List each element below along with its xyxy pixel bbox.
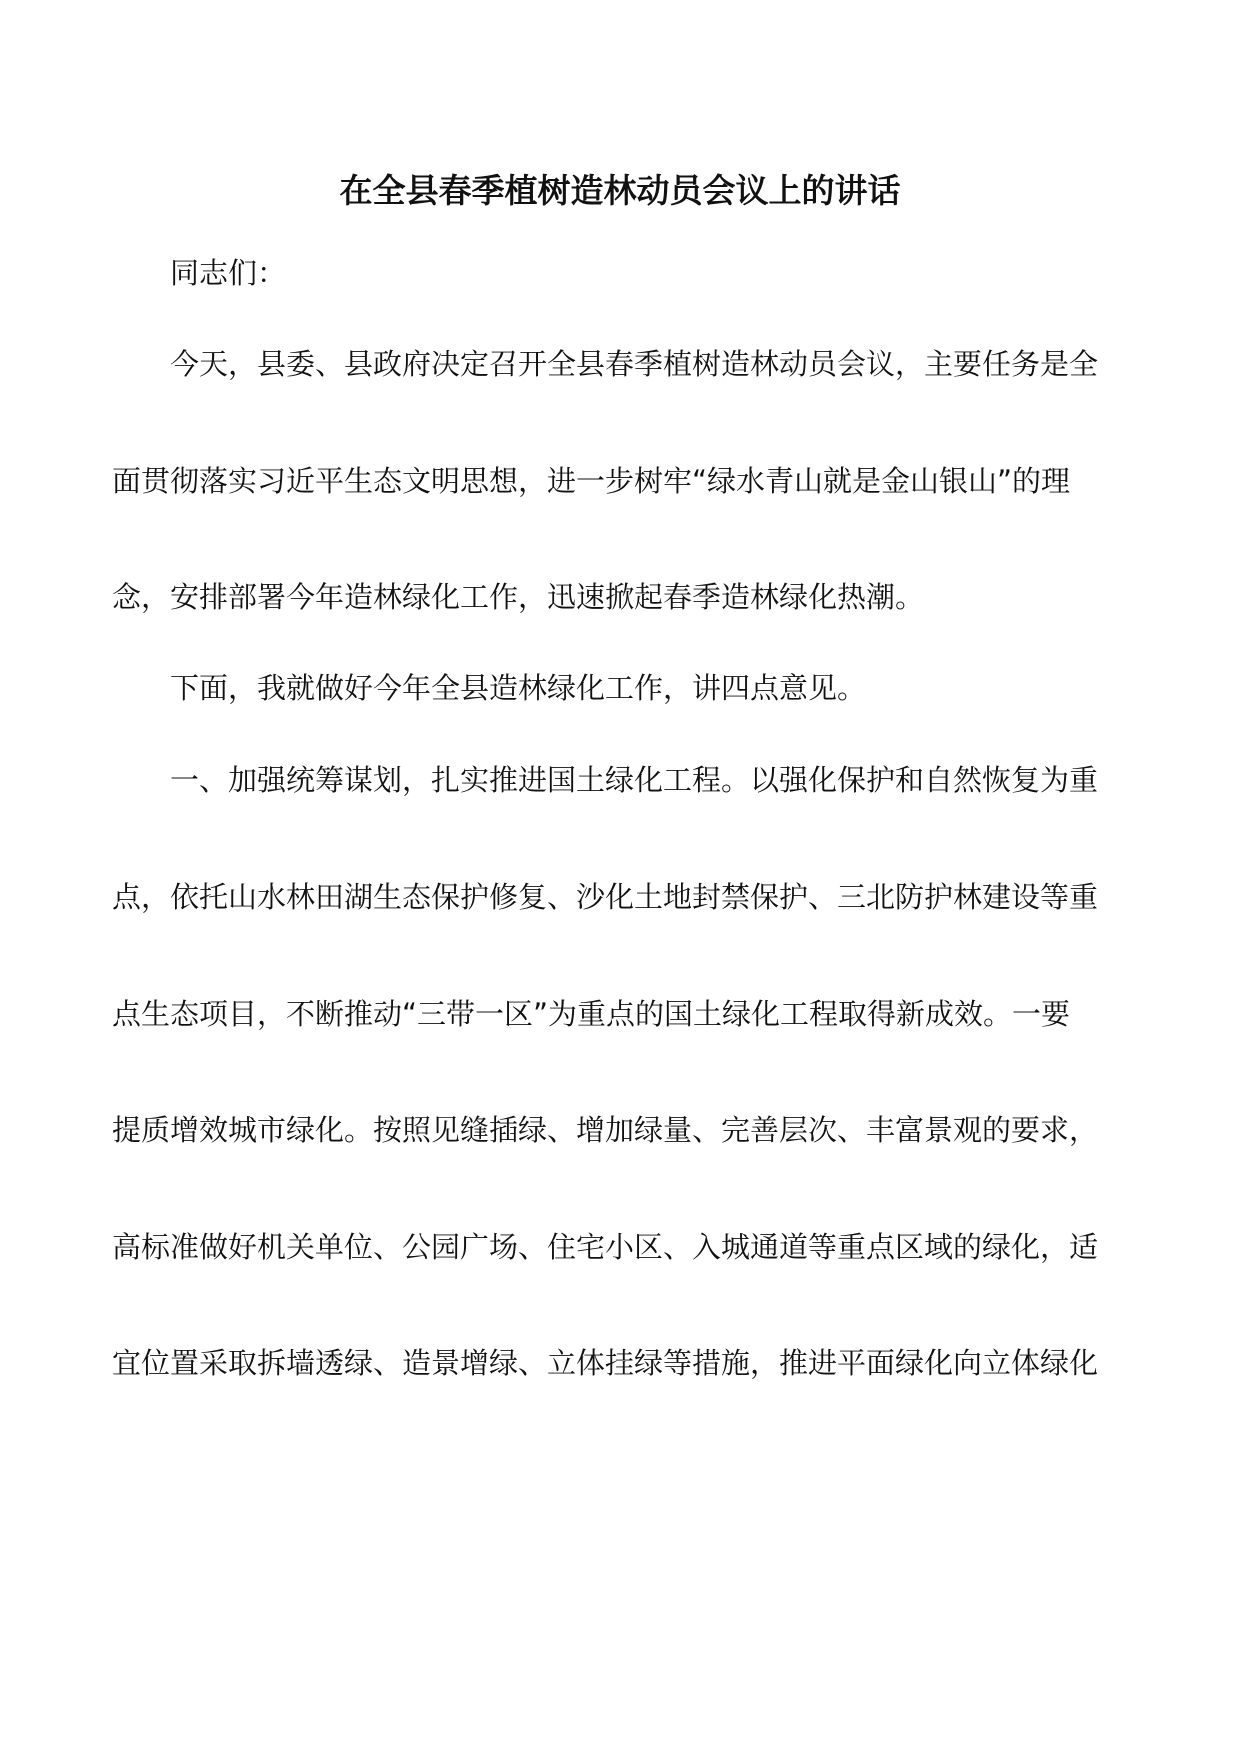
paragraph-line: 念，安排部署今年造林绿化工作，迅速掀起春季造林绿化热潮。 xyxy=(112,580,925,614)
paragraph-line: 高标准做好机关单位、公园广场、住宅小区、入城通道等重点区域的绿化，适 xyxy=(112,1230,1099,1264)
paragraph-line: 提质增效城市绿化。按照见缝插绿、增加绿量、完善层次、丰富景观的要求， xyxy=(112,1113,1099,1147)
document-title: 在全县春季植树造林动员会议上的讲话 xyxy=(339,171,901,210)
paragraph-line: 下面，我就做好今年全县造林绿化工作，讲四点意见。 xyxy=(170,671,867,705)
paragraph-line: 今天，县委、县政府决定召开全县春季植树造林动员会议，主要任务是全 xyxy=(170,347,1099,381)
paragraph-line: 点，依托山水林田湖生态保护修复、沙化土地封禁保护、三北防护林建设等重 xyxy=(112,880,1099,914)
paragraph-line: 一、加强统筹谋划，扎实推进国土绿化工程。以强化保护和自然恢复为重 xyxy=(170,763,1099,797)
paragraph-line: 面贯彻落实习近平生态文明思想，进一步树牢“绿水青山就是金山银山”的理 xyxy=(112,464,1071,498)
paragraph-line: 点生态项目，不断推动“三带一区”为重点的国土绿化工程取得新成效。一要 xyxy=(112,997,1071,1031)
paragraph-line: 宜位置采取拆墙透绿、造景增绿、立体挂绿等措施，推进平面绿化向立体绿化 xyxy=(112,1346,1099,1380)
salutation-line: 同志们： xyxy=(170,256,287,290)
